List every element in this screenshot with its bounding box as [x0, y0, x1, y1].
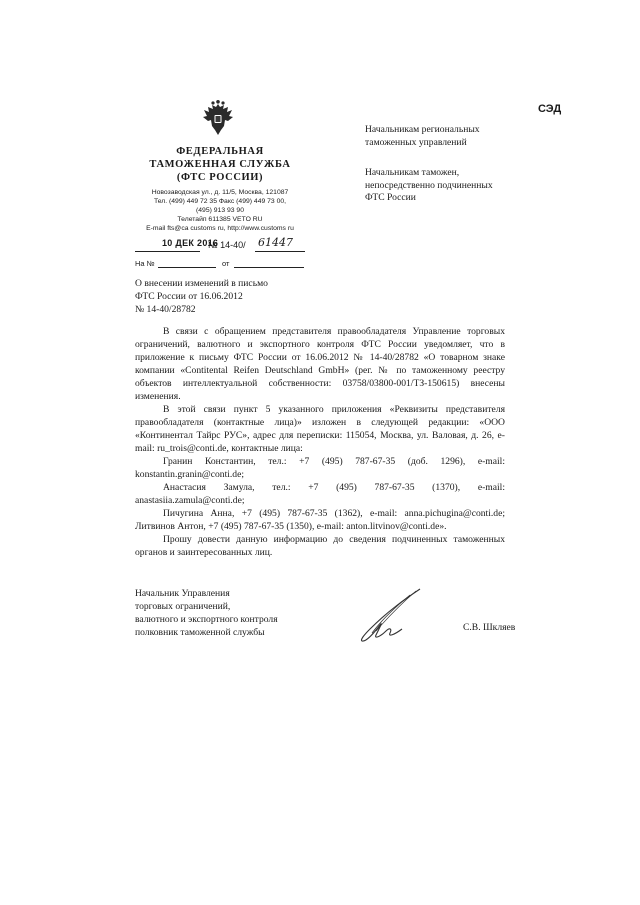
number-underline: [255, 251, 305, 252]
reply-date-label: от: [222, 259, 230, 268]
signer-name: С.В. Шкляев: [463, 622, 516, 633]
org-name-line1: ФЕДЕРАЛЬНАЯ: [176, 146, 264, 157]
addressee-customs: [365, 167, 493, 205]
subject-line: О внесении изменений в письмо: [135, 278, 268, 289]
org-teletype: Телетайп 611385 VETO RU: [177, 216, 263, 223]
signature-title-line: торговых ограничений,: [135, 601, 231, 612]
addressee-line: непосредственно подчиненных: [365, 179, 493, 191]
org-phone-extra: (495) 913 93 90: [196, 207, 244, 214]
addressee-line: таможенных управлений: [365, 136, 467, 148]
body-paragraph: Прошу довести данную информацию до сведения подчиненных таможенных органов и заинтересованных лиц.: [135, 534, 505, 558]
date-stamp: 10 ДЕК 2016: [162, 238, 219, 248]
org-phones: Тел. (499) 449 72 35 Факс (499) 449 73 00,: [153, 198, 287, 205]
addressee-line: Начальникам региональных: [365, 124, 480, 135]
addressee-regional: [365, 124, 480, 149]
org-email: E-mail fts@ca customs ru, http://www.customs ru: [146, 225, 294, 232]
letter-body: [135, 325, 505, 559]
reply-number-line: [158, 267, 216, 268]
addressee-line: ФТС России: [365, 192, 416, 203]
body-paragraph: Пичугина Анна, +7 (495) 787-67-35 (1362), e-mail: anna.pichugina@conti.de; Литвинов Антон, +7 (495) 787-67-35 (1350), e-mail: anton.litvinov@conti.de».: [135, 508, 505, 532]
sed-label: СЭД: [538, 103, 562, 115]
reply-to-label: На №: [135, 259, 155, 268]
body-paragraph: В связи с обращением представителя правообладателя Управление торговых ограничений, валютного и экспортного контроля ФТС России уведомляет, что в приложение к письму ФТС России от 16.06.2012 № 14-40/28782 «О товарном знаке компании «Contitental Reifen Deutschland GmbH» (рег. № по таможенному реестру объектов интеллектуальной собственности: 03758/03800-001/ТЗ-150615) внесены изменения.: [135, 326, 505, 402]
signature-title-line: полковник таможенной службы: [135, 627, 265, 638]
subject-line: № 14-40/28782: [135, 304, 196, 315]
org-name-line2: ТАМОЖЕННАЯ СЛУЖБА: [149, 159, 291, 170]
signature-title-line: валютного и экспортного контроля: [135, 614, 278, 625]
org-address: Новозаводская ул., д. 11/5, Москва, 121087: [151, 189, 289, 196]
outgoing-number-handwritten: 61447: [258, 236, 293, 249]
date-underline: [135, 251, 200, 252]
outgoing-number-prefix: № 14-40/: [208, 240, 246, 250]
handwritten-signature: [350, 585, 430, 645]
coat-of-arms-emblem: [200, 100, 236, 138]
org-short-name: (ФТС РОССИИ): [176, 172, 264, 183]
body-paragraph: В этой связи пункт 5 указанного приложения «Реквизиты представителя правообладателя (контактные лица)» изложен в следующей редакции: «ООО «Континентал Тайрс РУС», адрес для переписки: 115054, Москва, ул. Валовая, д. 26, e-mail: ru_trois@conti.de, контактные лица:: [135, 404, 505, 454]
signature-title: [135, 587, 278, 639]
signature-title-line: Начальник Управления: [135, 588, 230, 599]
letter-subject: [135, 277, 268, 316]
body-paragraph: Анастасия Замула, тел.: +7 (495) 787-67-35 (1370), e-mail: anastasiia.zamula@conti.de;: [135, 482, 505, 506]
addressee-line: Начальникам таможен,: [365, 167, 460, 178]
subject-line: ФТС России от 16.06.2012: [135, 291, 243, 302]
reply-date-line: [234, 267, 304, 268]
body-paragraph: Гранин Константин, тел.: +7 (495) 787-67-35 (доб. 1296), e-mail: konstantin.granin@conti.de;: [135, 456, 505, 480]
